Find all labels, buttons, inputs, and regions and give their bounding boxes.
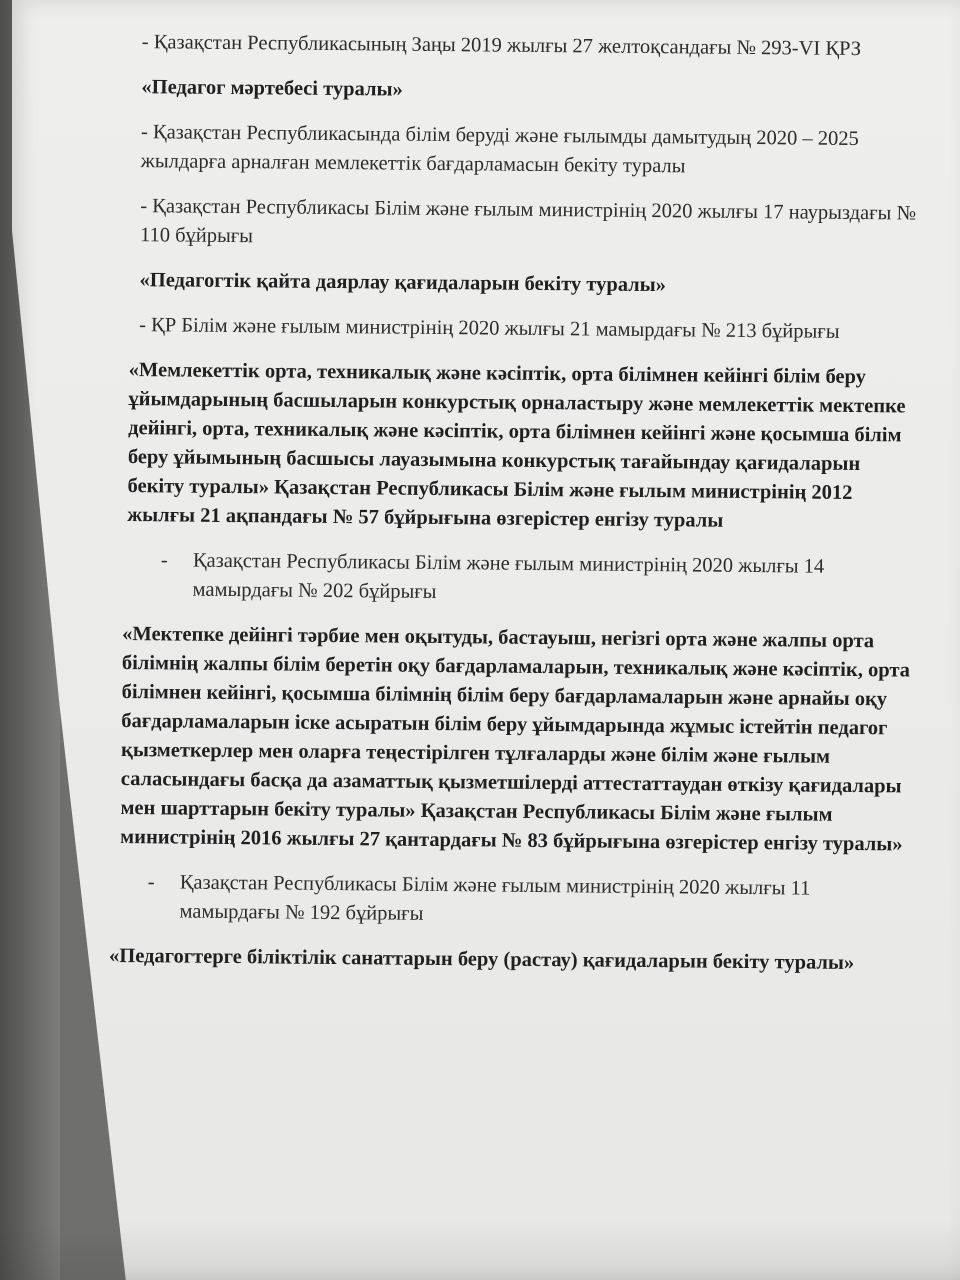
heading-retraining-rules: «Педагогтік қайта даярлау қағидаларын бекіту туралы» xyxy=(139,269,667,297)
paragraph-order-110: - Қазақстан Республикасы Білім және ғылым министрінің 2020 жылғы 17 наурыздағы № 110 бұйрығы xyxy=(139,195,917,248)
paragraph-order-213: - ҚР Білім және ғылым министрінің 2020 жылғы 21 мамырдағы № 213 бұйрығы xyxy=(139,314,840,343)
bullet-order-192 xyxy=(119,868,910,934)
bullet-dash: - xyxy=(160,549,168,572)
paragraph-law-2019: - Қазақстан Республикасының Заңы 2019 жылғы 27 желтоқсандағы № 293-VI ҚРЗ xyxy=(141,31,862,61)
heading-qualification-categories: «Педагогтерге біліктілік санаттарын беру (растау) қағидаларын бекіту туралы» xyxy=(108,944,855,975)
bullet-text: Қазақстан Республикасы Білім және ғылым министрінің 2020 жылғы 14 мамырдағы № 202 бұйрығы xyxy=(192,549,825,603)
bullet-dash: - xyxy=(147,871,155,894)
bullet-order-202 xyxy=(132,546,913,611)
paragraph-state-program: - Қазақстан Республикасында білім беруді және ғылымды дамытудың 2020 – 2025 жылдарға арналған мемлекеттік бағдарламасын бекіту туралы xyxy=(140,121,859,178)
heading-competitive-appointment: «Мемлекеттік орта, техникалық және кәсіптік, орта білімнен кейінгі білім беру ұйымдарының басшыларын конкурстық орналастыру және мемлекеттік мектепке дейінгі, орта, техникалық және кәсіптік, орта білімнен кейінгі және қосымша білім беру ұйымының басшысы лауазымына конкурстық тағайындау қағидаларын бекіту туралы» Қазақстан Республикасы Білім және ғылым министрінің 2012 жылғы 21 ақпандағы № 57 бұйрығына өзгерістер енгізу туралы xyxy=(127,359,906,532)
heading-teacher-status: «Педагог мәртебесі туралы» xyxy=(141,76,403,101)
document-body xyxy=(108,28,918,995)
bullet-text: Қазақстан Республикасы Білім және ғылым министрінің 2020 жылғы 11 мамырдағы № 192 бұйрығы xyxy=(179,871,811,925)
heading-attestation-rules: «Мектепке дейінгі тәрбие мен оқытуды, бастауыш, негізгі орта және жалпы орта білімнің жалпы білім беретін оқу бағдарламаларын, техникалық және кәсіптік, орта білімнен кейінгі, қосымша білімнің білім беру бағдарламаларын және арнайы оқу бағдарламаларын іске асыратын білім беру ұйымдарында жұмыс істейтін педагог қызметкерлер мен оларға теңестірілген тұлғаларды және білім және ғылым саласындағы басқа да азаматтық қызметшілерді аттестаттаудан өткізу қағидалары мен шарттарын бекіту туралы» Қазақстан Республикасы Білім және ғылым министрінің 2016 жылғы 27 қантардағы № 83 бұйрығына өзгерістер енгізу туралы» xyxy=(120,622,911,856)
